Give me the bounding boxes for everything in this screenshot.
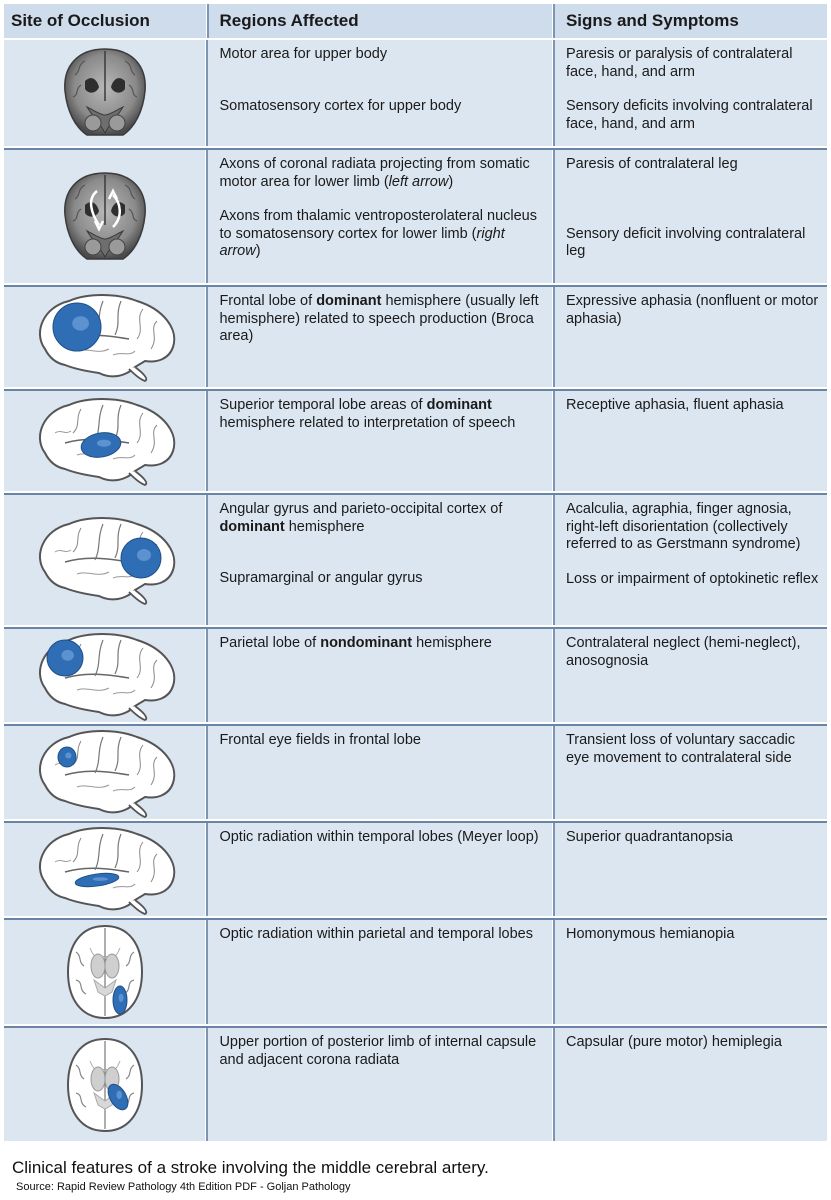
regions-affected [208,391,552,491]
region-text: Axons of coronal radiata projecting from somatic motor area for lower limb (left arrow) [219,156,530,190]
header-site: Site of Occlusion [4,4,206,38]
sign-text: Paresis of contralateral leg [565,156,738,172]
region-text: Somatosensory cortex for upper body [219,97,462,114]
coronal-mri-arrows-image [4,150,205,283]
table-row [4,389,827,493]
lateral-brain-temporal-image [4,391,205,491]
region-text: Frontal lobe of dominant hemisphere (usually left hemisphere) related to speech production (Broca area) [219,293,539,344]
table-row [4,285,827,389]
stroke-table [4,4,827,1143]
axial-brain-optic-radiation-image [4,920,205,1024]
lateral-brain-frontal-image [4,287,205,387]
table-row [4,627,827,724]
region-text: Upper portion of posterior limb of internal capsule and adjacent corona radiata [219,1034,537,1068]
region-text: Motor area for upper body [219,46,388,62]
table-row [4,724,827,821]
table-row [4,821,827,918]
table-row [4,40,827,148]
regions-affected [208,1028,552,1141]
region-text: Supramarginal or angular gyrus [219,570,423,586]
lateral-brain-parieto-occipital-image [4,495,205,625]
signs-symptoms [555,495,827,625]
lateral-brain-parietal-nondominant-image [4,629,205,722]
header-regions: Regions Affected [208,4,552,38]
regions-affected [208,495,552,625]
regions-affected [208,40,552,146]
sign-text: Loss or impairment of optokinetic reflex [565,570,819,587]
sign-text: Homonymous hemianopia [565,926,735,942]
sign-text: Sensory deficit involving contralateral leg [565,225,806,259]
sign-text: Contralateral neglect (hemi-neglect), anosognosia [565,635,801,669]
regions-affected [208,629,552,722]
table-row [4,148,827,285]
axial-brain-internal-capsule-image [4,1028,205,1141]
signs-symptoms [555,1028,827,1141]
regions-affected [208,287,552,387]
region-text: Parietal lobe of nondominant hemisphere [219,635,492,651]
coronal-mri-upper-body-image [4,40,205,146]
region-text: Optic radiation within parietal and temporal lobes [219,926,533,942]
signs-symptoms [555,920,827,1024]
region-text: Superior temporal lobe areas of dominant hemisphere related to interpretation of speech [219,397,516,431]
signs-symptoms [555,391,827,491]
signs-symptoms [555,726,827,819]
table-row [4,1026,827,1143]
region-text: Optic radiation within temporal lobes (Meyer loop) [219,829,539,845]
signs-symptoms [555,40,827,146]
lateral-brain-frontal-eye-field-image [4,726,205,819]
sign-text: Receptive aphasia, fluent aphasia [565,397,784,413]
regions-affected [208,726,552,819]
sign-text: Transient loss of voluntary saccadic eye movement to contralateral side [565,732,796,766]
signs-symptoms [555,823,827,916]
header-signs: Signs and Symptoms [555,4,827,38]
figure-caption: Clinical features of a stroke involving the middle cerebral artery. [12,1158,489,1177]
regions-affected [208,920,552,1024]
signs-symptoms [555,287,827,387]
table-row [4,918,827,1026]
signs-symptoms [555,629,827,722]
figure-source: Source: Rapid Review Pathology 4th Edition PDF - Goljan Pathology [16,1181,351,1193]
lateral-brain-meyer-loop-image [4,823,205,916]
region-text: Angular gyrus and parieto-occipital cortex of dominant hemisphere [219,501,503,535]
region-text: Frontal eye fields in frontal lobe [219,732,421,748]
sign-text: Superior quadrantanopsia [565,829,733,845]
sign-text: Paresis or paralysis of contralateral face, hand, and arm [565,46,793,80]
sign-text: Capsular (pure motor) hemiplegia [565,1034,782,1050]
region-text: Axons from thalamic ventroposterolateral nucleus to somatosensory cortex for lower limb (right arrow) [219,208,537,259]
regions-affected [208,823,552,916]
table-header [4,4,827,40]
sign-text: Sensory deficits involving contralateral face, hand, and arm [565,98,813,132]
signs-symptoms [555,150,827,283]
sign-text: Acalculia, agraphia, finger agnosia, right-left disorientation (collectively referred to as Gerstmann syndrome) [565,501,801,552]
regions-affected [208,150,552,283]
sign-text: Expressive aphasia (nonfluent or motor aphasia) [565,293,819,327]
table-row [4,493,827,627]
